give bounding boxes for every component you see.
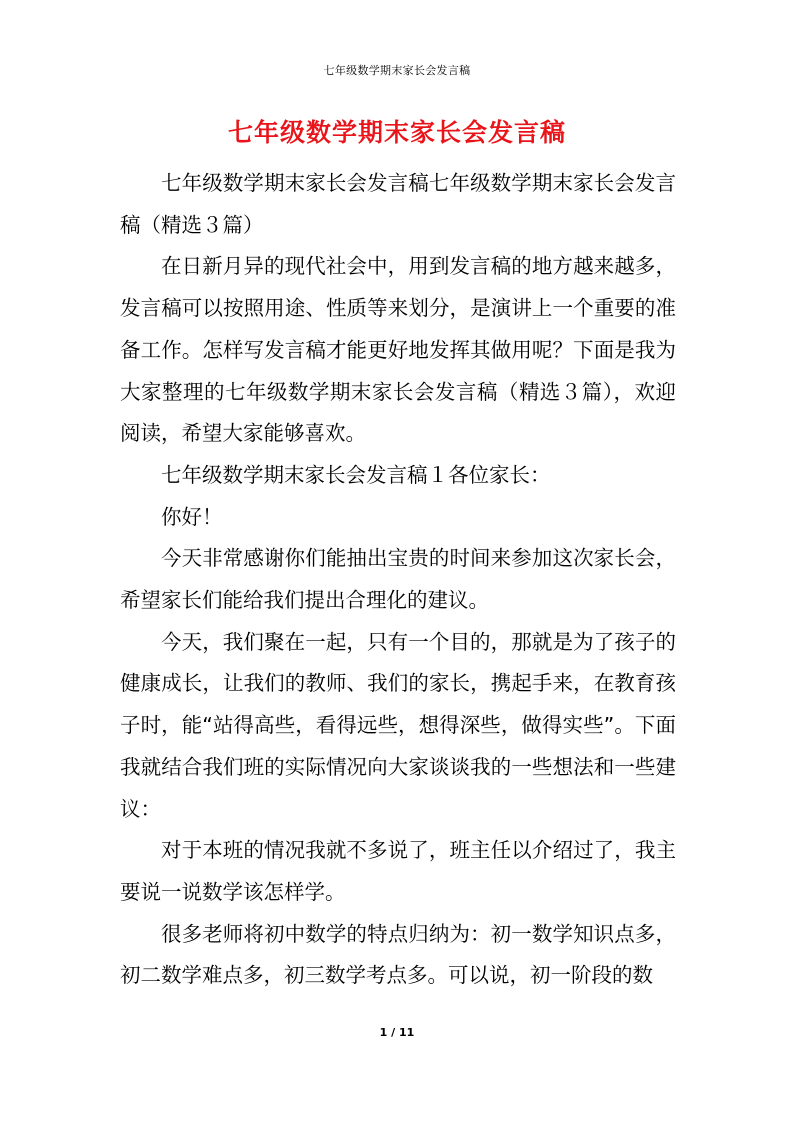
paragraph: 七年级数学期末家长会发言稿七年级数学期末家长会发言稿（精选３篇） — [120, 171, 676, 237]
page-number: 1 / 11 — [379, 1026, 415, 1039]
document-body — [120, 163, 676, 997]
paragraph: 今天，我们聚在一起，只有一个目的，那就是为了孩子的健康成长，让我们的教师、我们的家长，携起手来，在教育孩子时，能“站得高些，看得远些，想得深些，做得实些”。下面我就结合我们班的实际情况向大家谈谈我的一些想法和一些建议： — [120, 629, 676, 821]
paragraph: 很多老师将初中数学的特点归纳为：初一数学知识点多，初二数学难点多，初三数学考点多。可以说，初一阶段的数 — [120, 921, 676, 988]
paragraph: 对于本班的情况我就不多说了，班主任以介绍过了，我主要说一说数学该怎样学。 — [120, 838, 676, 904]
paragraph: 七年级数学期末家长会发言稿１各位家长： — [161, 462, 551, 487]
page-header: 七年级数学期末家长会发言稿 — [323, 64, 471, 77]
document-title: 七年级数学期末家长会发言稿 — [227, 118, 566, 147]
paragraph: 今天非常感谢你们能抽出宝贵的时间来参加这次家长会，希望家长们能给我们提出合理化的建议。 — [120, 546, 676, 613]
paragraph: 在日新月异的现代社会中，用到发言稿的地方越来越多，发言稿可以按照用途、性质等来划分，是演讲上一个重要的准备工作。怎样写发言稿才能更好地发挥其做用呢？下面是我为大家整理的七年级数学期末家长会发言稿（精选３篇），欢迎阅读，希望大家能够喜欢。 — [120, 254, 676, 446]
paragraph: 你好！ — [161, 504, 223, 529]
